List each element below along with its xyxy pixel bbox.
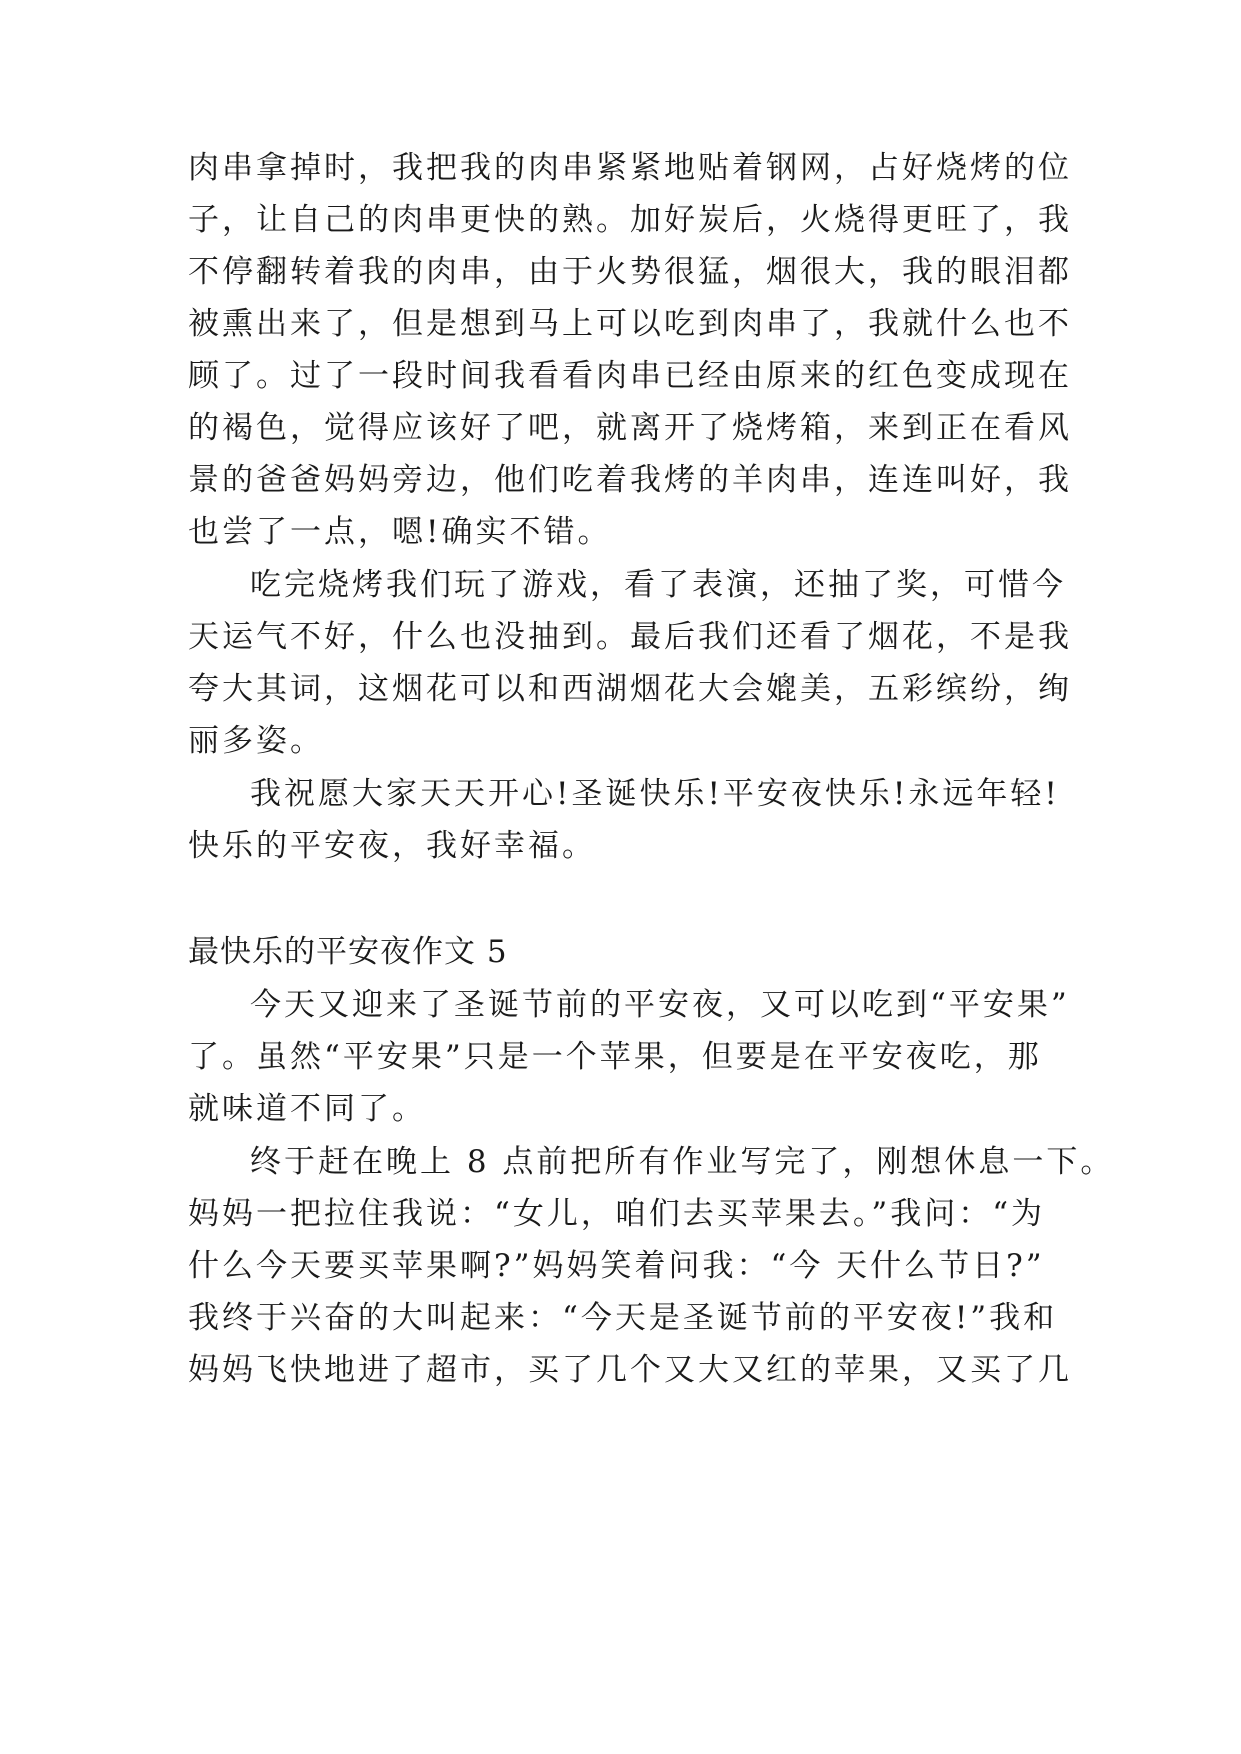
text-line: 什么今天要买苹果啊?”妈妈笑着问我：“今 天什么节日?” [188,1248,1045,1284]
paragraph-first-line: 吃完烧烤我们玩了游戏，看了表演，还抽了奖，可惜今 [250,567,1066,603]
section-heading: 最快乐的平安夜作文 5 [188,934,508,970]
text-line: 被熏出来了，但是想到马上可以吃到肉串了，我就什么也不 [188,306,1072,342]
text-line: 景的爸爸妈妈旁边，他们吃着我烤的羊肉串，连连叫好，我 [188,462,1072,498]
text-line: 顾了。过了一段时间我看看肉串已经由原来的红色变成现在 [188,358,1072,394]
text-line: 了。虽然“平安果”只是一个苹果，但要是在平安夜吃，那 [188,1039,1042,1075]
text-line: 天运气不好，什么也没抽到。最后我们还看了烟花，不是我 [188,619,1072,655]
text-line: 肉串拿掉时，我把我的肉串紧紧地贴着钢网，占好烧烤的位 [188,150,1072,186]
paragraph-first-line: 终于赶在晚上 8 点前把所有作业写完了，刚想休息一下。 [250,1144,1115,1180]
text-line: 妈妈一把拉住我说：“女儿，咱们去买苹果去。”我问：“为 [188,1196,1046,1232]
text-line: 丽多姿。 [188,723,324,759]
text-line: 的褐色，觉得应该好了吧，就离开了烧烤箱，来到正在看风 [188,410,1072,446]
text-line: 妈妈飞快地进了超市，买了几个又大又红的苹果，又买了几 [188,1352,1072,1388]
paragraph-first-line: 我祝愿大家天天开心!圣诞快乐!平安夜快乐!永远年轻! [250,776,1060,812]
text-line: 就味道不同了。 [188,1091,426,1127]
text-line: 夸大其词，这烟花可以和西湖烟花大会媲美，五彩缤纷，绚 [188,671,1072,707]
text-line: 也尝了一点，嗯!确实不错。 [188,514,612,550]
text-line: 快乐的平安夜，我好幸福。 [188,828,596,864]
text-line: 我终于兴奋的大叫起来：“今天是圣诞节前的平安夜!”我和 [188,1300,1058,1336]
paragraph-first-line: 今天又迎来了圣诞节前的平安夜，又可以吃到“平安果” [250,987,1070,1023]
text-line: 子，让自己的肉串更快的熟。加好炭后，火烧得更旺了，我 [188,202,1072,238]
text-line: 不停翻转着我的肉串，由于火势很猛，烟很大，我的眼泪都 [188,254,1072,290]
